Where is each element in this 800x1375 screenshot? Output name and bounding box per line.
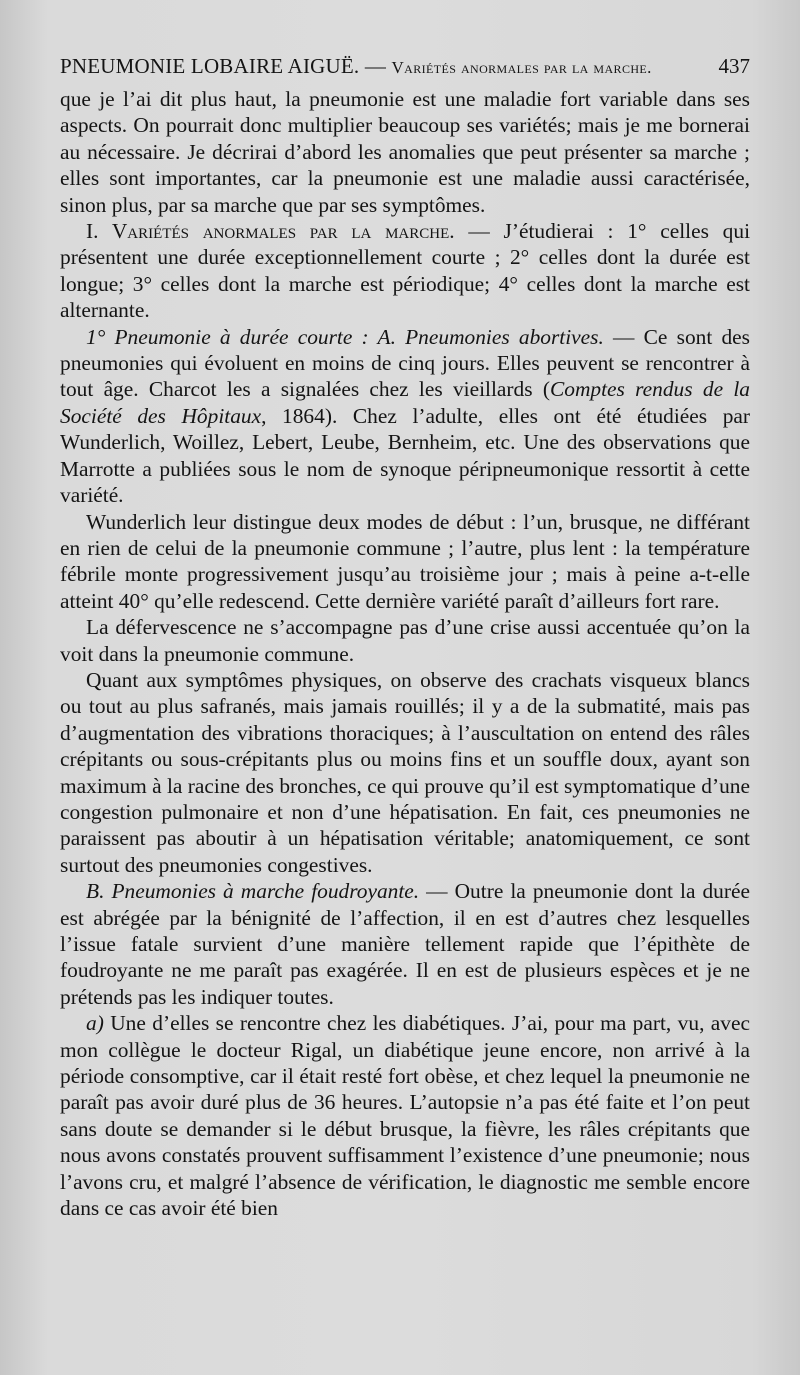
subsection-heading: B. Pneumonies à marche foudroyante. [86, 879, 420, 904]
paragraph [60, 218, 750, 324]
paragraph: Quant aux symptômes physiques, on observe des crachats visqueux blancs ou tout au plus safranés, mais jamais rouillés; il y a de la submatité, mais pas d’augmentation des vibrations thoraciques; à l’auscultation on entend des râles crépitants ou sous-crépitants plus ou moins fins et un souffle doux, ayant son maximum à la racine des bronches, ce qui prouve qu’il est symptomatique d’une congestion pulmonaire et non d’une hépatisation. En fait, ces pneumonies ne paraissent pas aboutir à un hépatisation véritable; anatomiquement, ce sont surtout des pneumonies congestives. [60, 667, 750, 877]
paragraph [60, 324, 750, 509]
section-heading: I. Variétés anormales par la marche. [86, 219, 455, 244]
paragraph-text: — J’étudierai : 1° celles qui présentent une durée exceptionnellement courte ; 2° celles dont la durée est longue; 3° celles dont la marche est périodique; 4° celles dont la marche est alternante. [60, 219, 751, 323]
header-title: PNEUMONIE LOBAIRE AIGUË. [60, 54, 360, 78]
paragraph-text: , 1864). Chez l’adulte, elles ont été étudiées par Wunderlich, Woillez, Lebert, Leube, Bernheim, etc. Une des observations que Marrotte a publiées sous le nom de synoque péripneumonique ressortit à cette variété. [60, 403, 751, 508]
paragraph [60, 1010, 750, 1221]
paragraph: La défervescence ne s’accompagne pas d’une crise aussi accentuée qu’on la voit dans la pneumonie commune. [60, 615, 750, 666]
page-number: 437 [718, 54, 750, 78]
paragraph: que je l’ai dit plus haut, la pneumonie est une maladie fort variable dans ses aspects. On pourrait donc multiplier beaucoup ses variétés; mais je me bornerai au nécessaire. Je décrirai d’abord les anomalies que peut présenter sa marche ; elles sont importantes, car la pneumonie est une maladie aussi caractérisée, sinon plus, par sa marche que par ses symptômes. [60, 87, 750, 217]
header-dash: — [364, 54, 387, 78]
header-title-group [60, 54, 652, 79]
running-header [60, 54, 750, 79]
paragraph-text: — Ce sont des pneumonies qui évoluent en moins de cinq jours. Elles peuvent se rencontrer à tout âge. Charcot les a signalées chez les vieillards ( [60, 324, 750, 402]
item-marker: a) [86, 1011, 104, 1036]
body-text [60, 86, 750, 1221]
paragraph-text: — Outre la pneumonie dont la durée est abrégée par la bénignité de l’affection, il en est d’autres chez lesquelles l’issue fatale survient d’une manière tellement rapide que l’épithète de foudroyante ne me paraît pas exagérée. Il en est de plusieurs espèces et je ne prétends pas les indiquer toutes. [60, 879, 750, 1009]
paragraph [60, 878, 750, 1010]
subsection-heading: 1° Pneumonie à durée courte : A. Pneumonies abortives. [86, 324, 604, 349]
header-section: Variétés anormales par la marche. [391, 58, 652, 77]
paragraph-text: Une d’elles se rencontre chez les diabétiques. J’ai, pour ma part, vu, avec mon collègue le docteur Rigal, un diabétique jeune encore, non arrivé à la période consomptive, car il était resté fort obèse, et chez lequel la pneumonie ne paraît pas avoir duré plus de 36 heures. L’autopsie n’a pas été faite et l’on peut sans doute se demander si le début brusque, la fièvre, les râles crépitants que nous avons constatés prouvent suffisamment l’existence d’une pneumonie; nous l’avons cru, et malgré l’absence de vérification, le diagnostic me semble encore dans ce cas avoir été bien [60, 1011, 750, 1221]
paragraph: Wunderlich leur distingue deux modes de début : l’un, brusque, ne différant en rien de celui de la pneumonie commune ; l’autre, plus lent : la température fébrile monte progressivement jusqu’au troisième jour ; mais à peine a-t-elle atteint 40° qu’elle redescend. Cette dernière variété paraît d’ailleurs fort rare. [60, 509, 750, 613]
citation: Comptes rendus de la Société des Hôpitaux [60, 377, 750, 428]
